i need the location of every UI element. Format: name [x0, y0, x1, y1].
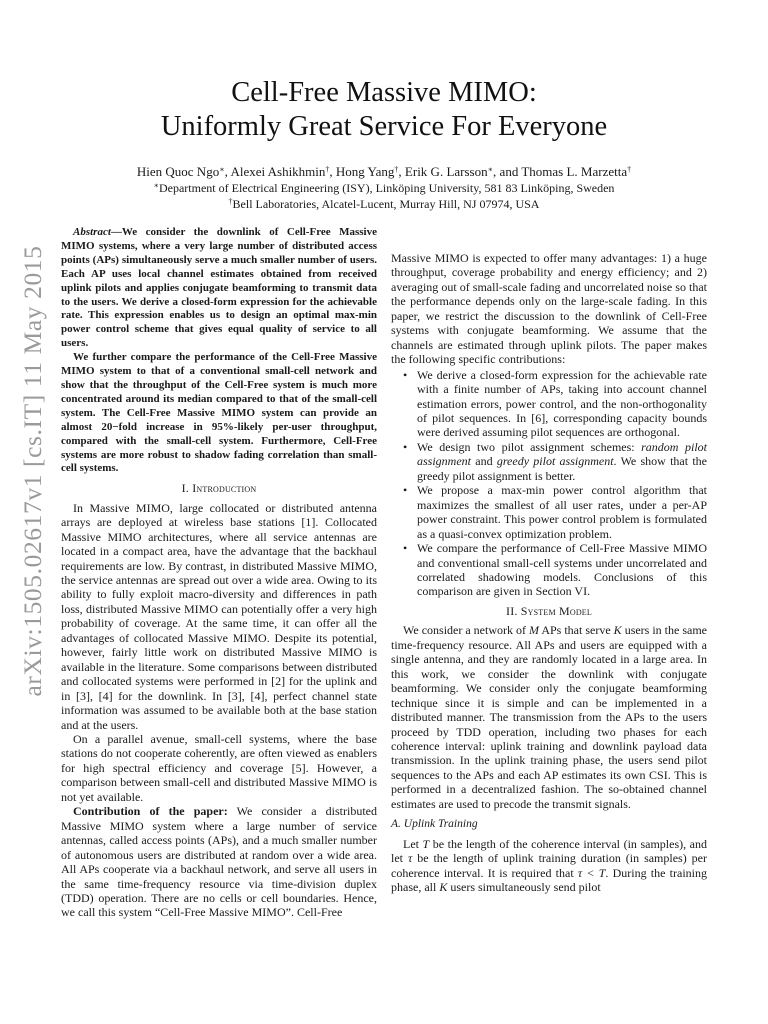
affiliation-mark: ∗ — [153, 181, 159, 190]
title-line-1: Cell-Free Massive MIMO: — [231, 77, 537, 108]
text-run: . During the training phase, all — [391, 865, 707, 895]
math-symbol: M — [529, 623, 539, 638]
list-item-text: We design two pilot assignment schemes: — [417, 439, 642, 454]
list-item-text: We compare the performance of Cell-Free Massive MIMO and conventional small-cell systems under uncorrelated and correlated shadowing models. Conclusions of this comparison are given in Section VI. — [417, 541, 707, 599]
list-item — [403, 483, 707, 541]
text-run: be the length of the coherence interval (in samples), and let — [391, 836, 707, 866]
list-item-text: We propose a max-min power control algorithm that maximizes the smallest of all user rates, under a per-AP power constraint. This power control problem is formulated as a quasi-convex optimization problem. — [417, 483, 707, 541]
abstract — [61, 226, 377, 476]
body-paragraph: Massive MIMO is expected to offer many advantages: 1) a huge throughput, coverage probability and energy efficiency; and 2) averaging out of small-scale fading and uncorrelated noise so that the performance depends only on the large-scale fading. In this paper, we restrict the discussion to the downlink of Cell-Free systems with conjugate beamforming. We assume that the channels are estimated through uplink pilots. The paper makes the following specific contributions: — [391, 251, 707, 367]
affiliation-text: Department of Electrical Engineering (ISY), Linköping University, 581 83 Linköping, Sweden — [158, 181, 615, 195]
text-run: APs that serve — [539, 623, 614, 638]
author-mark: ∗ — [219, 165, 225, 174]
section-heading-introduction: I. Introduction — [181, 481, 257, 496]
list-item — [403, 541, 707, 599]
bullet-icon: • — [403, 367, 408, 382]
contribution-list — [391, 368, 707, 599]
left-column — [61, 226, 377, 920]
math-expression: τ < T — [577, 865, 606, 880]
math-symbol: τ — [407, 851, 413, 866]
section-heading-system-model: II. System Model — [506, 603, 592, 618]
body-paragraph: On a parallel avenue, small-cell systems, where the base stations do not cooperate coherently, are often viewed as enablers for high spectral efficiency and coverage [5]. However, a comparison between small-cell and distributed Massive MIMO is not yet available. — [61, 732, 377, 804]
abstract-paragraph: We further compare the performance of the Cell-Free Massive MIMO system to that of a conventional small-cell network and show that the throughput of the Cell-Free system is much more concentrated around its median compared to that of the small-cell system. The Cell-Free Massive MIMO system can provide an almost 20−fold increase in 95%-likely per-user throughput, compared with the small-cell system. Furthermore, Cell-Free systems are more robust to shadow fading correlation than small-cell systems. — [61, 351, 377, 475]
author-name: Hong Yang — [335, 164, 395, 179]
author-name: Thomas L. Marzetta — [521, 164, 628, 179]
author-mark: † — [627, 165, 632, 174]
math-symbol: K — [613, 623, 622, 638]
emphasis-text: greedy pilot assignment — [496, 454, 614, 469]
list-item-text: We derive a closed-form expression for the achievable rate with a finite number of APs, taking into account channel estimation errors, power control, and the non-orthogonality of pilot sequences. In [6], corresponding capacity bounds were derived assuming pilot sequences are orthogonal. — [417, 367, 707, 440]
author-name: Erik G. Larsson — [404, 164, 488, 179]
list-item — [403, 439, 707, 483]
bullet-icon: • — [403, 439, 408, 454]
author-mark: ∗ — [487, 165, 494, 174]
right-column — [391, 251, 707, 894]
author-mark: † — [394, 165, 399, 174]
abstract-paragraph — [61, 226, 377, 351]
affiliation-2 — [0, 197, 768, 211]
bullet-icon: • — [403, 541, 408, 556]
affiliation-mark: † — [228, 197, 233, 206]
bullet-icon: • — [403, 483, 408, 498]
author-name: Alexei Ashikhmin — [230, 164, 326, 179]
body-paragraph — [391, 837, 707, 895]
text-run: users in the same time-frequency resource. All APs and users are equipped with a single antenna, and they are randomly located in a large area. In this work, we consider the downlink with conjugate beamforming. We consider only the conjugate beamforming technique since it is simple and can be implemented in a distributed manner. The transmission from the APs to the users proceed by TDD operation, including two phases for each coherence interval: uplink training and downlink payload data transmission. In the uplink training phase, the users send pilot sequences to the APs and each AP estimates its own CSI. This is performed in a decentralized fashion. The so-obtained channel estimates are used to precode the transmit signals. — [391, 623, 707, 811]
affiliation-text: Bell Laboratories, Alcatel-Lucent, Murray Hill, NJ 07974, USA — [232, 197, 540, 211]
abstract-label: Abstract — [73, 226, 111, 238]
body-paragraph — [61, 804, 377, 920]
title-line-2: Uniformly Great Service For Everyone — [160, 111, 608, 142]
math-symbol: T — [422, 836, 430, 851]
body-paragraph: In Massive MIMO, large collocated or distributed antenna arrays are deployed at wireless base stations [1]. Collocated Massive MIMO architectures, where all service antennas are located in a compact area, have the advantage that the backhaul requirements are low. By contrast, in distributed Massive MIMO, the service antennas are spread out over a wide area. Owing to its ability to fully exploit macro-diversity and differences in path loss, distributed Massive MIMO can potentially offer a very high probability of coverage. At the same time, it can offer all the advantages of collocated Massive MIMO. Despite its potential, however, fairly little work on distributed Massive MIMO is available in the literature. Some comparisons between distributed and collocated systems were performed in [2] for the uplink and in [3], [4] for the downlink. In [3], [4], perfect channel state information was assumed to be available both at the base station and at the users. — [61, 500, 377, 732]
body-paragraph — [391, 623, 707, 811]
emphasis-text: random pilot assignment — [417, 439, 707, 469]
text-run: be the length of uplink training duration (in samples) per coherence interval. It is required that — [391, 851, 707, 880]
author-list: Hien Quoc Ngo∗, Alexei Ashikhmin†, Hong Yang†, Erik G. Larsson∗, and Thomas L. Marzetta† — [136, 164, 632, 179]
contribution-text: We consider a distributed Massive MIMO system where a large number of service antennas, called access points (APs), and a much smaller number of autonomous users are distributed at random over a wide area. All APs cooperate via a backhaul network, and serve all users in the same time-frequency resource via time-division duplex (TDD) operation. There are no cells or cell boundaries. Hence, we call this system “Cell-Free Massive MIMO”. Cell-Free — [61, 804, 377, 920]
list-item-text: . We show that the greedy pilot assignment is better. — [417, 454, 707, 483]
text-run: We consider a network of — [403, 623, 529, 638]
list-item-text: and — [471, 454, 497, 469]
affiliation-1 — [0, 181, 768, 195]
contribution-label: Contribution of the paper: — [73, 804, 228, 819]
subsection-heading-uplink-training: A. Uplink Training — [391, 818, 478, 831]
abstract-text: —We consider the downlink of Cell-Free Massive MIMO systems, where a very large number of distributed access points (APs) simultaneously serve a much smaller number of users. Each AP uses local channel estimates obtained from received uplink pilots and applies conjugate beamforming to transmit data to the users. We derive a closed-form expression for the achievable rate. This expression enables us to design an optimal max-min power control scheme that gives equal quality of service to all users. — [61, 226, 377, 350]
arxiv-stamp: arXiv:1505.02617v1 [cs.IT] 11 May 2015 — [18, 245, 47, 697]
author-mark: † — [325, 165, 330, 174]
list-item — [403, 367, 707, 440]
text-run: users simultaneously send pilot — [447, 880, 601, 895]
paper-title — [0, 76, 768, 144]
math-symbol: K — [439, 880, 448, 895]
text-run: Let — [403, 836, 423, 851]
author-name: Hien Quoc Ngo — [136, 164, 220, 179]
